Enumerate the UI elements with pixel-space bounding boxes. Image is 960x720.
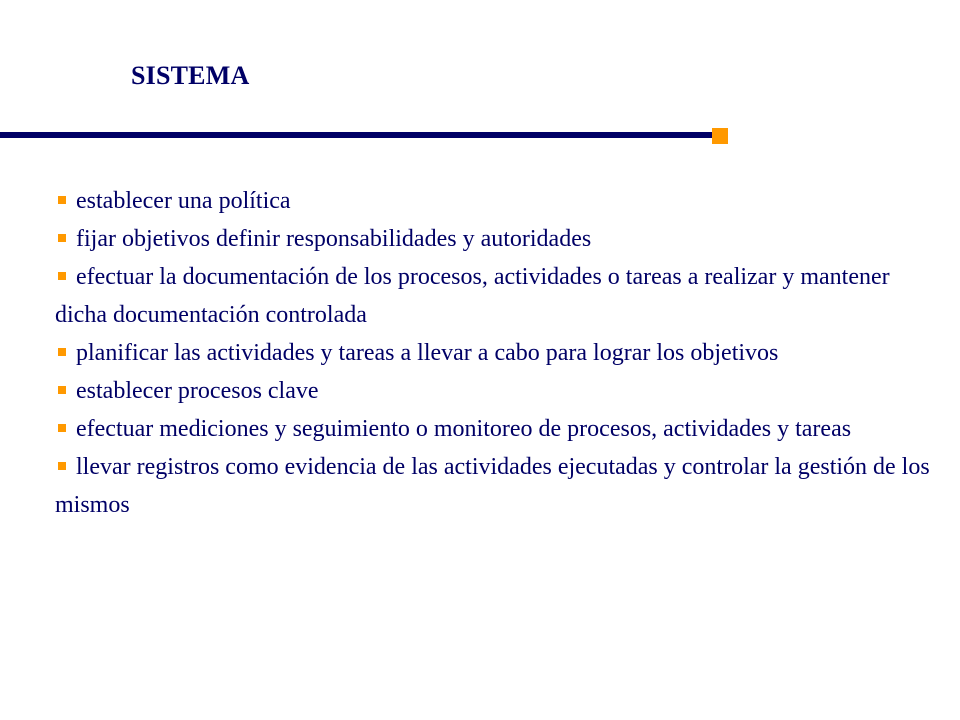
- bullet-item: [55, 448, 935, 524]
- bullet-item: [55, 410, 935, 448]
- bullet-item: [55, 372, 935, 410]
- title-accent-square: [712, 128, 728, 144]
- square-bullet-icon: [58, 424, 66, 432]
- bullet-list: [55, 182, 935, 524]
- square-bullet-icon: [58, 234, 66, 242]
- bullet-item: [55, 182, 935, 220]
- bullet-item: [55, 334, 935, 372]
- bullet-item: [55, 220, 935, 258]
- bullet-text: establecer una política: [76, 188, 291, 214]
- bullet-text: establecer procesos clave: [76, 378, 319, 404]
- bullet-item: [55, 258, 935, 334]
- bullet-text: planificar las actividades y tareas a llevar a cabo para lograr los objetivos: [76, 340, 779, 366]
- bullet-text: fijar objetivos definir responsabilidades y autoridades: [76, 226, 592, 252]
- bullet-text: efectuar mediciones y seguimiento o monitoreo de procesos, actividades y tareas: [76, 416, 852, 442]
- square-bullet-icon: [58, 196, 66, 204]
- bullet-text: efectuar la documentación de los procesos, actividades o tareas a realizar y mantener dicha documentación controlada: [55, 264, 890, 328]
- square-bullet-icon: [58, 386, 66, 394]
- bullet-text: llevar registros como evidencia de las actividades ejecutadas y controlar la gestión de los mismos: [55, 454, 930, 518]
- title-underline-bar: [0, 132, 712, 138]
- square-bullet-icon: [58, 462, 66, 470]
- slide-title: SISTEMA: [131, 61, 250, 90]
- square-bullet-icon: [58, 272, 66, 280]
- square-bullet-icon: [58, 348, 66, 356]
